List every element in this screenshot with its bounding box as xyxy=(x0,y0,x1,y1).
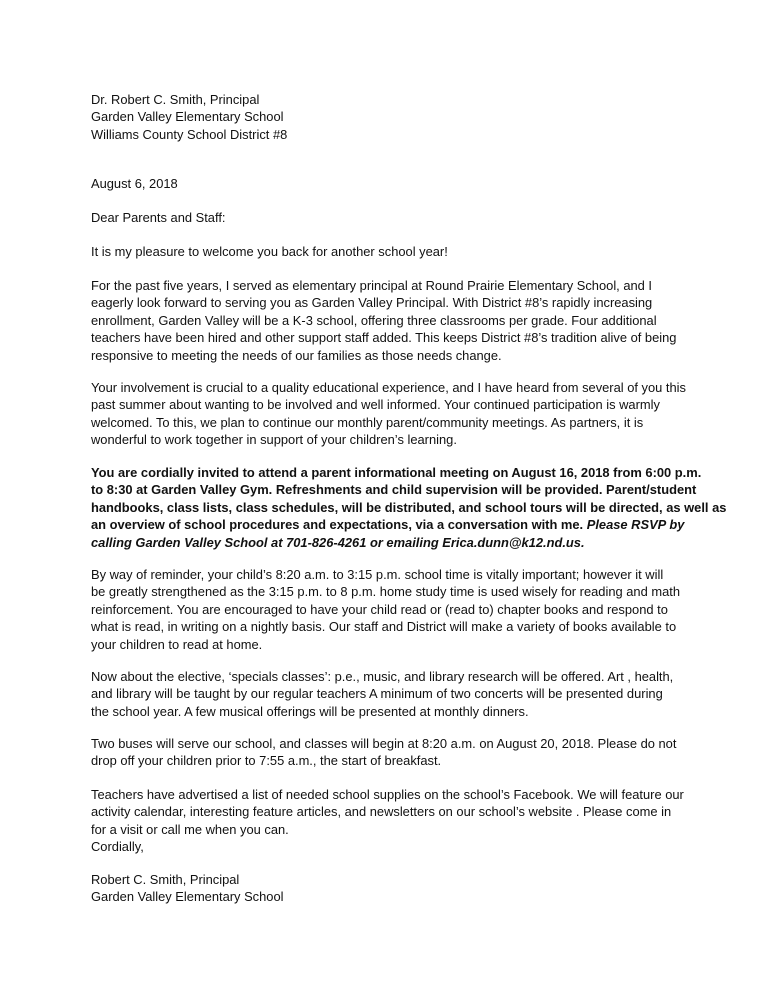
paragraph-line: drop off your children prior to 7:55 a.m., the start of breakfast. xyxy=(91,753,442,769)
paragraph-line: Teachers have advertised a list of needed school supplies on the school’s Facebook. We will feature our xyxy=(91,787,684,802)
invitation-line: to 8:30 at Garden Valley Gym. Refreshments and child supervision will be provided. Parent/student xyxy=(91,482,697,498)
paragraph-line: Two buses will serve our school, and classes will begin at 8:20 a.m. on August 20, 2018. Please do not xyxy=(91,736,677,751)
paragraph-line: Your involvement is crucial to a quality educational experience, and I have heard from several of you this xyxy=(91,380,686,395)
reminder-paragraph xyxy=(91,566,691,653)
paragraph-line: enrollment, Garden Valley will be a K-3 school, offering three classrooms per grade. Four additional xyxy=(91,312,657,328)
invitation-paragraph xyxy=(91,464,727,551)
paragraph-line: what is read, in writing on a nightly basis. Our staff and District will make a variety of books available to xyxy=(91,619,677,635)
paragraph-line: teachers have been hired and other support staff added. This keeps District #8’s tradition alive of being xyxy=(91,330,677,346)
salutation-text: Dear Parents and Staff: xyxy=(91,210,226,225)
welcome-text: It is my pleasure to welcome you back for another school year! xyxy=(91,244,448,259)
paragraph-line: wonderful to work together in support of your children’s learning. xyxy=(91,432,457,448)
paragraph-line: Now about the elective, ‘specials classes’: p.e., music, and library research will be offered. Art , health, xyxy=(91,669,674,684)
signature-school: Garden Valley Elementary School xyxy=(91,889,284,905)
invitation-line: You are cordially invited to attend a parent informational meeting on August 16, 2018 from 6:00 p.m. xyxy=(91,465,702,480)
letter-date xyxy=(91,175,691,192)
rsvp-text: Please RSVP by xyxy=(586,517,685,533)
sender-address xyxy=(91,91,691,143)
involvement-paragraph xyxy=(91,379,691,449)
paragraph-line: be greatly strengthened as the 3:15 p.m. to 8 p.m. home study time is used wisely for reading and math xyxy=(91,584,680,600)
paragraph-line: For the past five years, I served as elementary principal at Round Prairie Elementary School, and I xyxy=(91,278,653,293)
intro-paragraph xyxy=(91,277,691,364)
signature-name: Robert C. Smith, Principal xyxy=(91,872,240,887)
paragraph-line: and library will be taught by our regular teachers A minimum of two concerts will be presented during xyxy=(91,686,663,702)
paragraph-line: your children to read at home. xyxy=(91,636,263,652)
sender-district: Williams County School District #8 xyxy=(91,126,288,142)
paragraph-line: welcomed. To this, we plan to continue our monthly parent/community meetings. As partners, it is xyxy=(91,414,644,430)
rsvp-contact: calling Garden Valley School at 701-826-4261 or emailing Erica.dunn@k12.nd.us. xyxy=(91,534,585,550)
paragraph-line: eagerly look forward to serving you as Garden Valley Principal. With District #8’s rapidly increasing xyxy=(91,295,653,311)
invitation-text: an overview of school procedures and expectations, via a conversation with me. xyxy=(91,517,587,533)
paragraph-line: for a visit or call me when you can. xyxy=(91,821,289,837)
invitation-line xyxy=(91,516,691,533)
signature-block xyxy=(91,871,691,906)
paragraph-line: responsive to meeting the needs of our families as those needs change. xyxy=(91,347,502,363)
paragraph-line: By way of reminder, your child’s 8:20 a.m. to 3:15 p.m. school time is vitally important; however it will xyxy=(91,567,664,582)
salutation xyxy=(91,209,691,226)
welcome-paragraph xyxy=(91,243,691,260)
closing: Cordially, xyxy=(91,839,144,855)
paragraph-line: activity calendar, interesting feature articles, and newsletters on our school’s website . Please come in xyxy=(91,804,672,820)
paragraph-line: reinforcement. You are encouraged to have your child read or (read to) chapter books and respond to xyxy=(91,601,668,617)
sender-name: Dr. Robert C. Smith, Principal xyxy=(91,92,260,107)
invitation-line: handbooks, class lists, class schedules, will be distributed, and school tours will be directed, as well as xyxy=(91,499,727,515)
paragraph-line: the school year. A few musical offerings will be presented at monthly dinners. xyxy=(91,703,529,719)
paragraph-line: past summer about wanting to be involved and well informed. Your continued participation is warmly xyxy=(91,397,660,413)
buses-paragraph xyxy=(91,735,691,770)
sender-school: Garden Valley Elementary School xyxy=(91,109,284,125)
specials-paragraph xyxy=(91,668,691,720)
date-text: August 6, 2018 xyxy=(91,176,178,191)
supplies-paragraph xyxy=(91,786,691,856)
